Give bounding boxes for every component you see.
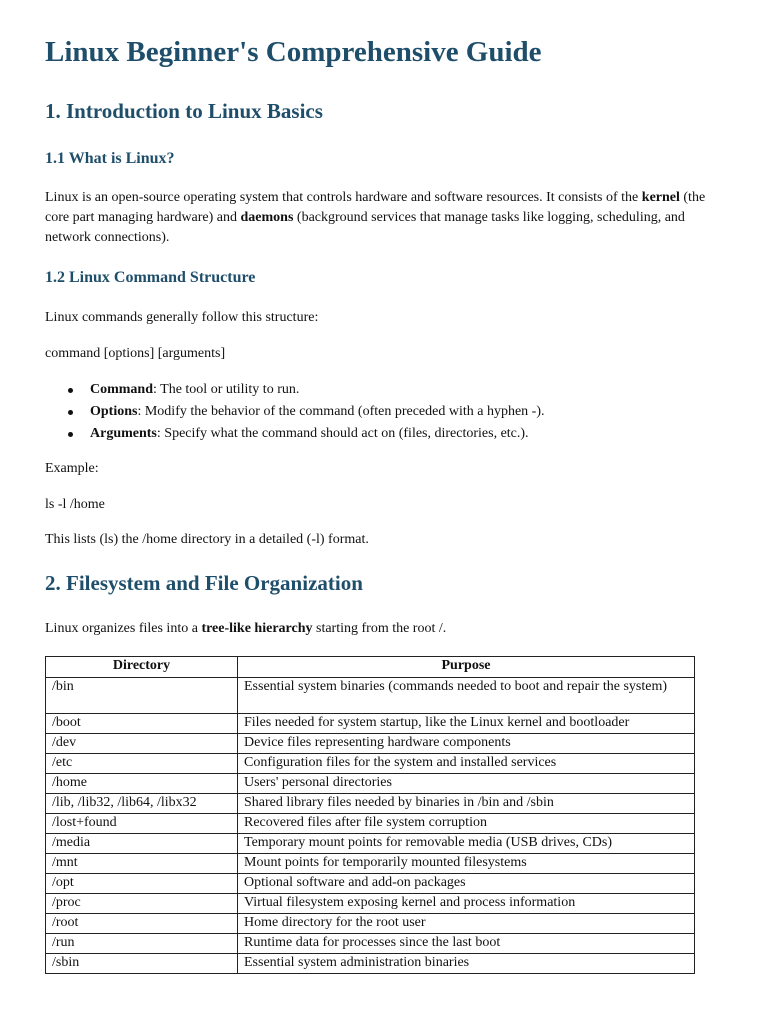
paragraph-text: (the core part managing hardware) and bbox=[45, 190, 706, 225]
table-row bbox=[46, 754, 695, 774]
table-row bbox=[46, 934, 695, 954]
paragraph-text: (background services that manage tasks like logging, scheduling, and network connections). bbox=[45, 210, 685, 245]
table-row bbox=[46, 678, 695, 714]
purpose-cell: Shared library files needed by binaries in /bin and /sbin bbox=[238, 794, 695, 814]
filesystem-intro bbox=[45, 619, 715, 639]
purpose-cell: Home directory for the root user bbox=[238, 914, 695, 934]
paragraph-text: Linux organizes files into a bbox=[45, 621, 202, 636]
directory-cell: /media bbox=[46, 834, 238, 854]
directory-cell: /sbin bbox=[46, 954, 238, 974]
table-row bbox=[46, 894, 695, 914]
list-item-term: Arguments bbox=[90, 426, 157, 441]
purpose-cell: Recovered files after file system corruption bbox=[238, 814, 695, 834]
directory-cell: /lost+found bbox=[46, 814, 238, 834]
purpose-cell: Temporary mount points for removable media (USB drives, CDs) bbox=[238, 834, 695, 854]
command-parts-list bbox=[45, 379, 705, 445]
directory-cell: /mnt bbox=[46, 854, 238, 874]
directory-cell: /dev bbox=[46, 734, 238, 754]
kernel-term: kernel bbox=[641, 190, 680, 205]
section-1-1-heading: 1.1 What is Linux? bbox=[45, 150, 175, 167]
bullet-icon bbox=[68, 410, 73, 415]
daemons-term: daemons bbox=[240, 210, 294, 225]
what-is-linux-paragraph bbox=[45, 188, 715, 248]
purpose-cell: Essential system binaries (commands needed to boot and repair the system) bbox=[238, 678, 695, 714]
directory-cell: /boot bbox=[46, 714, 238, 734]
purpose-cell: Virtual filesystem exposing kernel and process information bbox=[238, 894, 695, 914]
list-item bbox=[45, 379, 705, 401]
purpose-cell: Device files representing hardware components bbox=[238, 734, 695, 754]
table-row bbox=[46, 794, 695, 814]
table-row bbox=[46, 954, 695, 974]
directory-cell: /lib, /lib32, /lib64, /libx32 bbox=[46, 794, 238, 814]
section-1-heading: 1. Introduction to Linux Basics bbox=[45, 99, 323, 123]
list-item-text: : Specify what the command should act on (files, directories, etc.). bbox=[156, 426, 529, 441]
purpose-cell: Optional software and add-on packages bbox=[238, 874, 695, 894]
purpose-cell: Mount points for temporarily mounted filesystems bbox=[238, 854, 695, 874]
list-item bbox=[45, 423, 705, 445]
purpose-cell: Essential system administration binaries bbox=[238, 954, 695, 974]
directory-cell: /proc bbox=[46, 894, 238, 914]
list-item-text: : The tool or utility to run. bbox=[153, 382, 300, 397]
list-item bbox=[45, 401, 705, 423]
directory-cell: /bin bbox=[46, 678, 238, 714]
command-syntax: command [options] [arguments] bbox=[45, 346, 226, 361]
column-header-purpose: Purpose bbox=[238, 657, 695, 678]
section-1-2-heading: 1.2 Linux Command Structure bbox=[45, 269, 256, 286]
column-header-directory: Directory bbox=[46, 657, 238, 678]
table-row bbox=[46, 734, 695, 754]
table-row bbox=[46, 714, 695, 734]
bullet-icon bbox=[68, 432, 73, 437]
purpose-cell: Configuration files for the system and installed services bbox=[238, 754, 695, 774]
list-item-term: Command bbox=[90, 382, 154, 397]
list-item-term: Options bbox=[90, 404, 138, 419]
section-2-heading: 2. Filesystem and File Organization bbox=[45, 571, 363, 595]
example-command: ls -l /home bbox=[45, 497, 105, 512]
table-header-row bbox=[46, 657, 695, 678]
table-row bbox=[46, 854, 695, 874]
directory-cell: /home bbox=[46, 774, 238, 794]
document-title: Linux Beginner's Comprehensive Guide bbox=[45, 36, 542, 68]
list-item-text: : Modify the behavior of the command (often preceded with a hyphen -). bbox=[137, 404, 545, 419]
directory-table bbox=[45, 656, 695, 974]
command-structure-intro: Linux commands generally follow this structure: bbox=[45, 310, 319, 325]
directory-cell: /opt bbox=[46, 874, 238, 894]
tree-hierarchy-term: tree-like hierarchy bbox=[201, 621, 313, 636]
paragraph-text: starting from the root /. bbox=[312, 621, 447, 636]
bullet-icon bbox=[68, 388, 73, 393]
directory-cell: /etc bbox=[46, 754, 238, 774]
table-row bbox=[46, 874, 695, 894]
purpose-cell: Files needed for system startup, like the Linux kernel and bootloader bbox=[238, 714, 695, 734]
example-label: Example: bbox=[45, 461, 99, 476]
table-row bbox=[46, 774, 695, 794]
directory-cell: /root bbox=[46, 914, 238, 934]
directory-cell: /run bbox=[46, 934, 238, 954]
purpose-cell: Runtime data for processes since the last boot bbox=[238, 934, 695, 954]
example-description: This lists (ls) the /home directory in a detailed (-l) format. bbox=[45, 532, 369, 547]
paragraph-text: Linux is an open-source operating system that controls hardware and software resources. It consists of the bbox=[45, 190, 642, 205]
purpose-cell: Users' personal directories bbox=[238, 774, 695, 794]
table-row bbox=[46, 914, 695, 934]
table-row bbox=[46, 814, 695, 834]
table-row bbox=[46, 834, 695, 854]
